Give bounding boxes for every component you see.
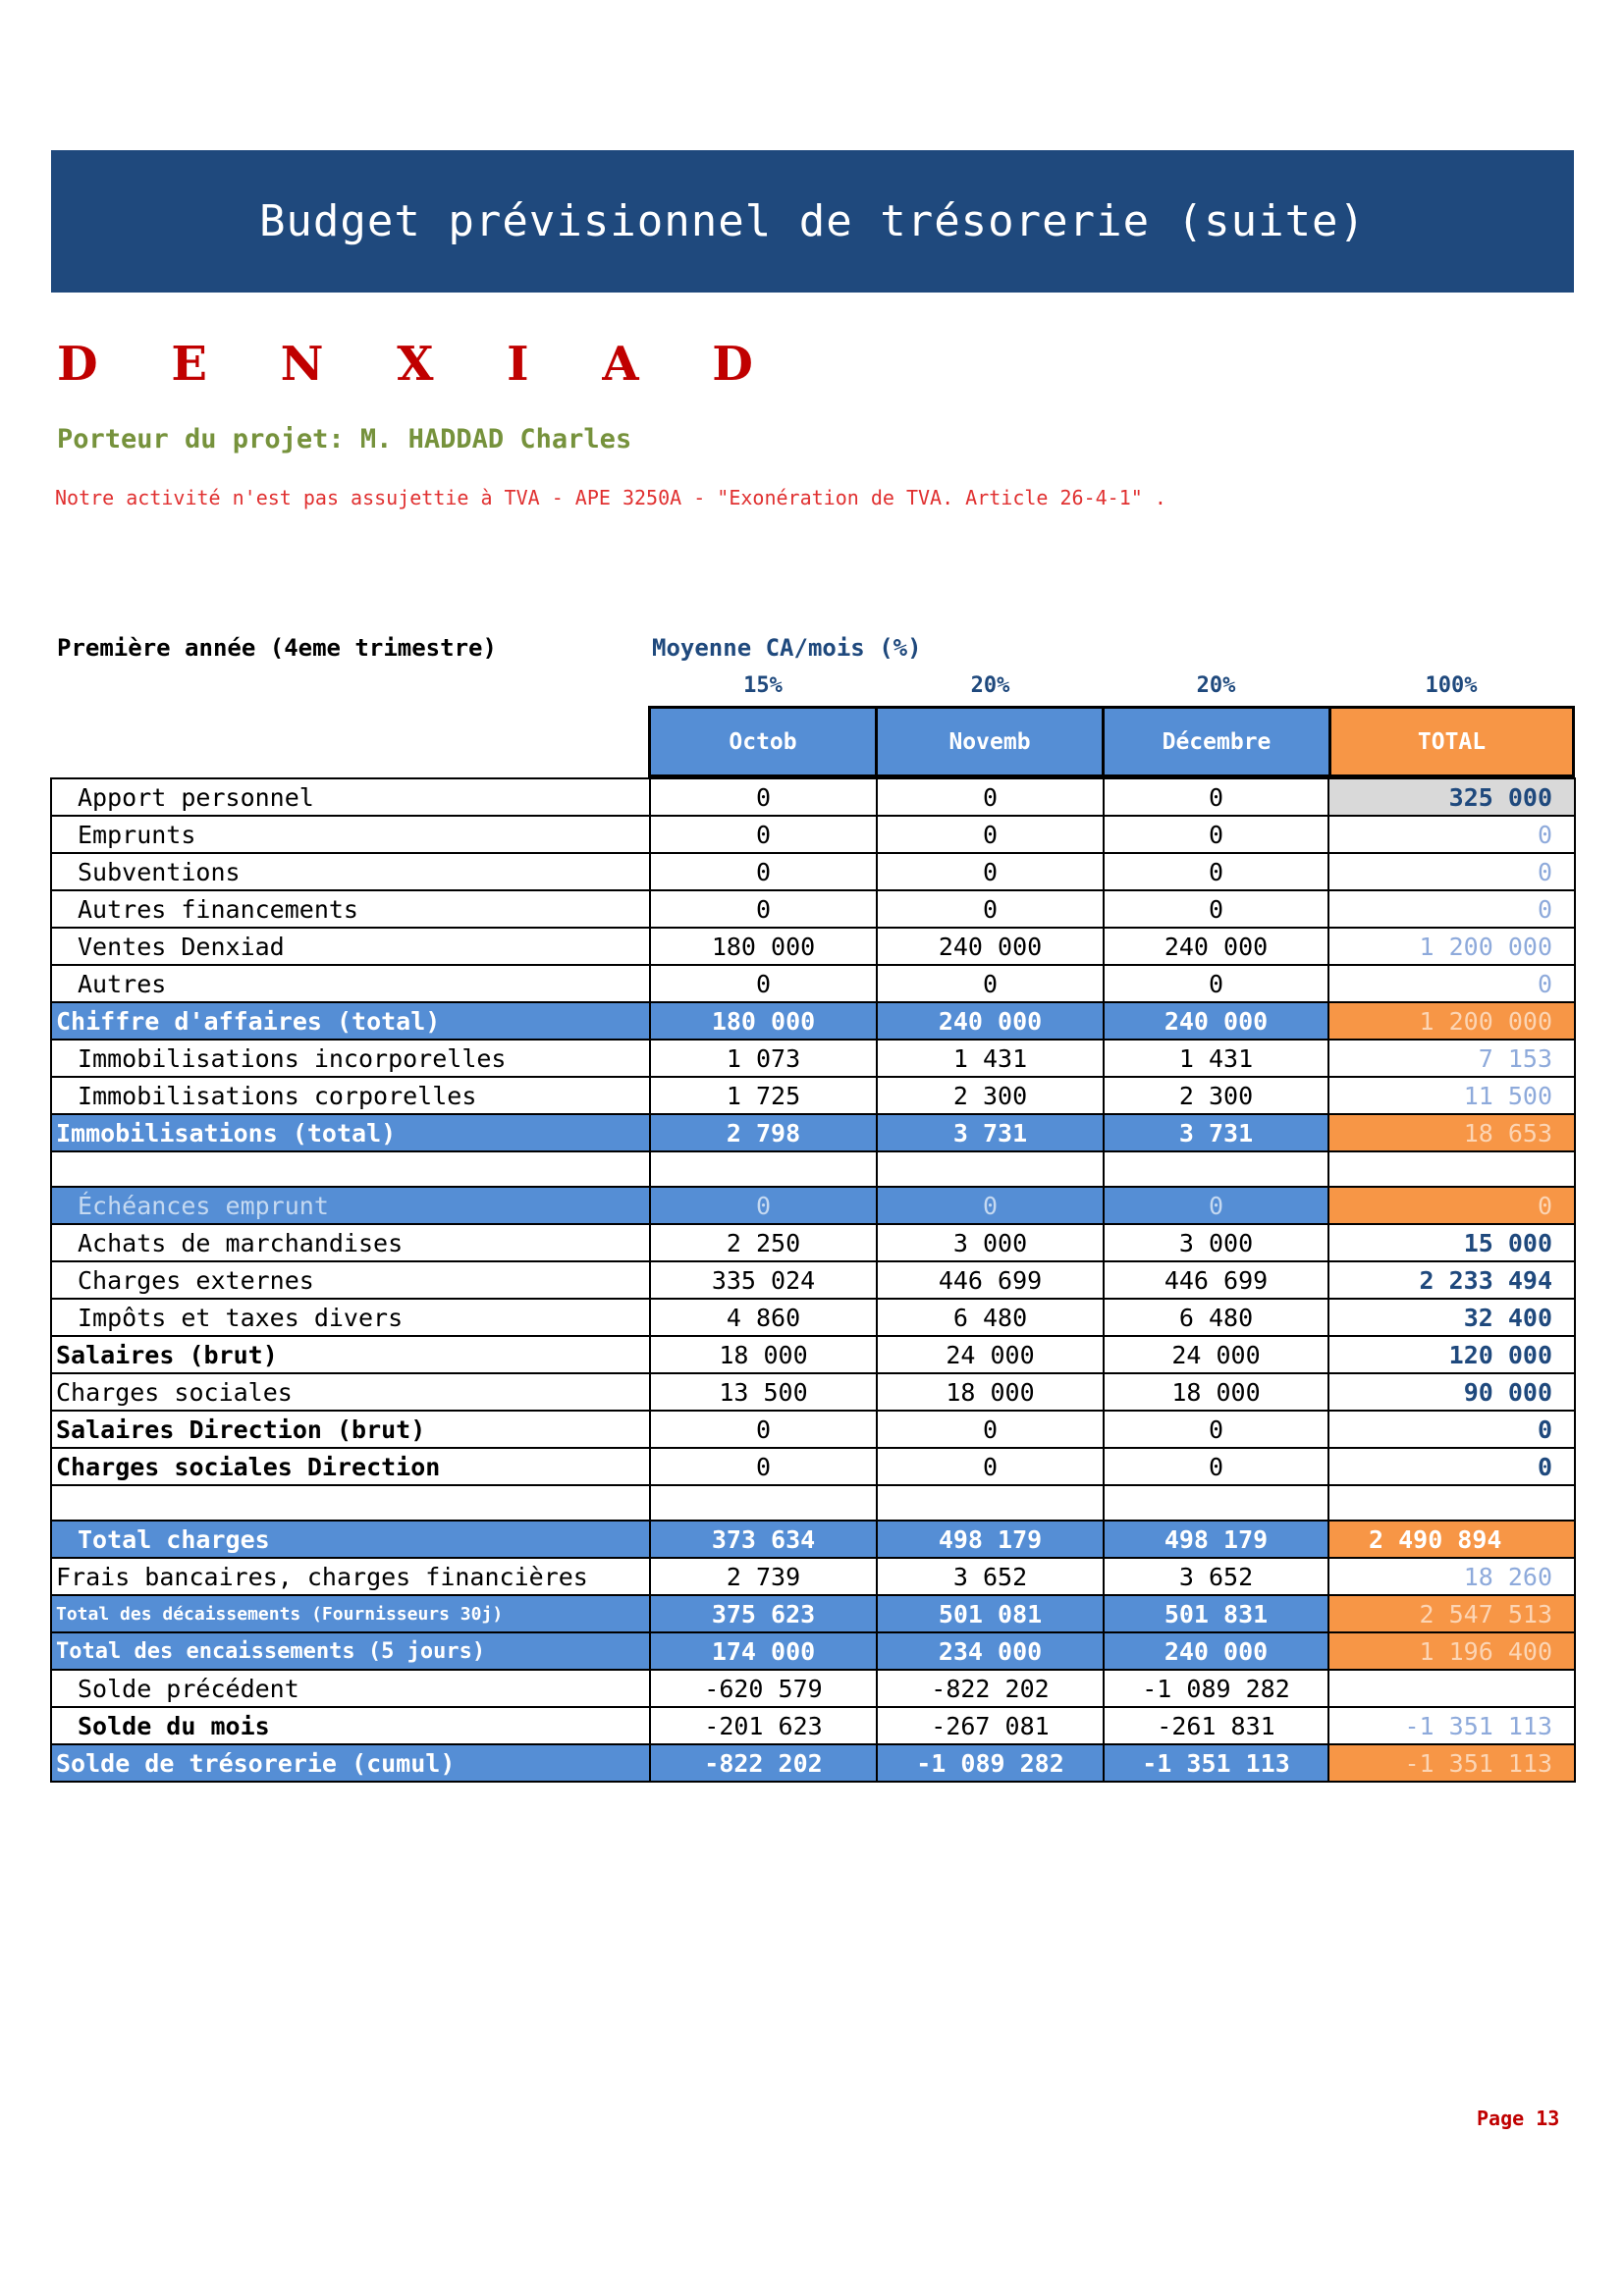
cell-octob: -620 579 [650, 1670, 877, 1707]
table-row [51, 1744, 1575, 1782]
cell-novemb: 0 [877, 890, 1104, 928]
cell-total: 18 653 [1328, 1114, 1575, 1151]
row-label: Échéances emprunt [51, 1187, 650, 1224]
cell-decembre: 0 [1104, 890, 1328, 928]
table-row [51, 1670, 1575, 1707]
row-label: Solde du mois [51, 1707, 650, 1744]
cell-novemb: 240 000 [877, 1002, 1104, 1040]
cell-decembre: 501 831 [1104, 1595, 1328, 1632]
column-header-novemb [875, 706, 1105, 777]
row-label: Immobilisations corporelles [51, 1077, 650, 1114]
cell-novemb: 0 [877, 1187, 1104, 1224]
cell-decembre: 0 [1104, 965, 1328, 1002]
table-row [51, 1632, 1575, 1670]
cell-octob: 0 [650, 853, 877, 890]
cell-total: 1 200 000 [1328, 928, 1575, 965]
cell-total: 120 000 [1328, 1336, 1575, 1373]
page-number: Page 13 [1477, 2107, 1560, 2130]
column-header-label: Octob [729, 728, 797, 755]
empty-cell [650, 1485, 877, 1521]
cell-octob: 375 623 [650, 1595, 877, 1632]
cell-decembre: 6 480 [1104, 1299, 1328, 1336]
cell-total: -1 351 113 [1328, 1707, 1575, 1744]
cell-octob: 0 [650, 1187, 877, 1224]
company-name: D E N X I A D [57, 337, 782, 392]
cell-octob: 1 073 [650, 1040, 877, 1077]
cell-total: 18 260 [1328, 1558, 1575, 1595]
cell-novemb: 2 300 [877, 1077, 1104, 1114]
cell-decembre: 24 000 [1104, 1336, 1328, 1373]
empty-cell [1104, 1151, 1328, 1187]
cell-decembre: 0 [1104, 1187, 1328, 1224]
cell-novemb: 501 081 [877, 1595, 1104, 1632]
cell-octob: 0 [650, 890, 877, 928]
cell-decembre: 240 000 [1104, 928, 1328, 965]
cell-novemb: 18 000 [877, 1373, 1104, 1411]
table-row [51, 1224, 1575, 1261]
cell-total [1328, 1670, 1575, 1707]
cell-novemb: 0 [877, 965, 1104, 1002]
cell-total: 2 233 494 [1328, 1261, 1575, 1299]
cell-novemb: 234 000 [877, 1632, 1104, 1670]
cell-decembre: 0 [1104, 853, 1328, 890]
row-label: Solde de trésorerie (cumul) [51, 1744, 650, 1782]
cell-octob: 13 500 [650, 1373, 877, 1411]
row-label: Subventions [51, 853, 650, 890]
row-label: Solde précédent [51, 1670, 650, 1707]
empty-cell [1328, 1485, 1575, 1521]
cell-octob: 0 [650, 816, 877, 853]
table-row [51, 965, 1575, 1002]
empty-cell [1104, 1485, 1328, 1521]
column-header-octob [648, 706, 878, 777]
row-label: Salaires Direction (brut) [51, 1411, 650, 1448]
row-label: Total des encaissements (5 jours) [51, 1632, 650, 1670]
empty-cell [51, 1151, 650, 1187]
cell-decembre: 240 000 [1104, 1002, 1328, 1040]
average-label: Moyenne CA/mois (%) [652, 634, 922, 662]
cell-octob: -201 623 [650, 1707, 877, 1744]
cell-decembre: -1 351 113 [1104, 1744, 1328, 1782]
table-row [51, 1299, 1575, 1336]
column-header-label: Novemb [948, 728, 1031, 755]
row-label: Salaires (brut) [51, 1336, 650, 1373]
table-row [51, 1040, 1575, 1077]
cell-novemb: 3 652 [877, 1558, 1104, 1595]
cell-total: 0 [1328, 816, 1575, 853]
cell-novemb: 3 000 [877, 1224, 1104, 1261]
row-label: Charges sociales [51, 1373, 650, 1411]
cell-decembre: 3 731 [1104, 1114, 1328, 1151]
row-label: Emprunts [51, 816, 650, 853]
project-owner: Porteur du projet: M. HADDAD Charles [57, 424, 632, 454]
cell-octob: 174 000 [650, 1632, 877, 1670]
cell-total: 0 [1328, 1411, 1575, 1448]
cell-decembre: 0 [1104, 1448, 1328, 1485]
cell-novemb: 0 [877, 778, 1104, 816]
cell-novemb: -1 089 282 [877, 1744, 1104, 1782]
table-row [51, 1261, 1575, 1299]
cell-octob: 1 725 [650, 1077, 877, 1114]
row-label: Charges externes [51, 1261, 650, 1299]
cell-octob: 18 000 [650, 1336, 877, 1373]
cell-decembre: 18 000 [1104, 1373, 1328, 1411]
cell-decembre: 0 [1104, 1411, 1328, 1448]
table-row [51, 853, 1575, 890]
cell-novemb: 0 [877, 1448, 1104, 1485]
cell-octob: 0 [650, 965, 877, 1002]
cell-total: 1 196 400 [1328, 1632, 1575, 1670]
empty-cell [1328, 1151, 1575, 1187]
cell-novemb: 6 480 [877, 1299, 1104, 1336]
table-row [51, 928, 1575, 965]
percent-decembre: 20% [1196, 673, 1236, 698]
table-row [51, 1077, 1575, 1114]
tva-note: Notre activité n'est pas assujettie à TVA - APE 3250A - "Exonération de TVA. Article 26-4-1" . [55, 486, 1166, 509]
table-row [51, 778, 1575, 816]
cell-octob: 180 000 [650, 1002, 877, 1040]
row-label: Immobilisations incorporelles [51, 1040, 650, 1077]
row-label: Ventes Denxiad [51, 928, 650, 965]
column-header-decembre [1102, 706, 1331, 777]
budget-table [50, 777, 1576, 1783]
cell-octob: 4 860 [650, 1299, 877, 1336]
cell-novemb: 0 [877, 816, 1104, 853]
cell-decembre: -1 089 282 [1104, 1670, 1328, 1707]
cell-octob: 2 250 [650, 1224, 877, 1261]
cell-total: 325 000 [1328, 778, 1575, 816]
column-header-label: Décembre [1162, 728, 1272, 755]
cell-novemb: 0 [877, 1411, 1104, 1448]
column-header-total [1328, 706, 1575, 777]
cell-total: -1 351 113 [1328, 1744, 1575, 1782]
table-row [51, 1448, 1575, 1485]
cell-octob: 0 [650, 1448, 877, 1485]
cell-total: 1 200 000 [1328, 1002, 1575, 1040]
table-row [51, 816, 1575, 853]
cell-novemb: -267 081 [877, 1707, 1104, 1744]
cell-total: 0 [1328, 1187, 1575, 1224]
cell-novemb: 446 699 [877, 1261, 1104, 1299]
cell-total: 7 153 [1328, 1040, 1575, 1077]
cell-total: 2 547 513 [1328, 1595, 1575, 1632]
cell-novemb: 24 000 [877, 1336, 1104, 1373]
column-header-label: TOTAL [1417, 728, 1487, 755]
cell-novemb: 0 [877, 853, 1104, 890]
spacer-row [51, 1151, 1575, 1187]
row-label: Chiffre d'affaires (total) [51, 1002, 650, 1040]
empty-cell [51, 1485, 650, 1521]
cell-total: 90 000 [1328, 1373, 1575, 1411]
cell-total: 2 490 894 [1328, 1521, 1575, 1558]
cell-octob: 180 000 [650, 928, 877, 965]
table-row [51, 1336, 1575, 1373]
cell-novemb: 3 731 [877, 1114, 1104, 1151]
cell-octob: 335 024 [650, 1261, 877, 1299]
year-label: Première année (4eme trimestre) [57, 634, 497, 662]
percent-total: 100% [1425, 673, 1478, 698]
row-label: Frais bancaires, charges financières [51, 1558, 650, 1595]
cell-total: 32 400 [1328, 1299, 1575, 1336]
cell-novemb: 240 000 [877, 928, 1104, 965]
empty-cell [877, 1151, 1104, 1187]
row-label: Charges sociales Direction [51, 1448, 650, 1485]
row-label: Impôts et taxes divers [51, 1299, 650, 1336]
table-row [51, 1707, 1575, 1744]
cell-decembre: 240 000 [1104, 1632, 1328, 1670]
percent-octob: 15% [743, 673, 783, 698]
cell-decembre: 498 179 [1104, 1521, 1328, 1558]
row-label: Autres [51, 965, 650, 1002]
table-row [51, 1411, 1575, 1448]
cell-decembre: 3 000 [1104, 1224, 1328, 1261]
cell-novemb: 1 431 [877, 1040, 1104, 1077]
table-row [51, 1002, 1575, 1040]
table-row [51, 1521, 1575, 1558]
cell-octob: 2 739 [650, 1558, 877, 1595]
row-label: Immobilisations (total) [51, 1114, 650, 1151]
row-label: Achats de marchandises [51, 1224, 650, 1261]
cell-decembre: 0 [1104, 816, 1328, 853]
cell-total: 0 [1328, 965, 1575, 1002]
cell-novemb: -822 202 [877, 1670, 1104, 1707]
row-label: Total des décaissements (Fournisseurs 30j) [51, 1595, 650, 1632]
cell-total: 15 000 [1328, 1224, 1575, 1261]
cell-total: 0 [1328, 853, 1575, 890]
cell-octob: 373 634 [650, 1521, 877, 1558]
cell-total: 0 [1328, 1448, 1575, 1485]
cell-octob: 0 [650, 1411, 877, 1448]
cell-total: 0 [1328, 890, 1575, 928]
cell-decembre: 3 652 [1104, 1558, 1328, 1595]
empty-cell [877, 1485, 1104, 1521]
empty-cell [650, 1151, 877, 1187]
row-label: Autres financements [51, 890, 650, 928]
table-row [51, 1373, 1575, 1411]
row-label: Apport personnel [51, 778, 650, 816]
page-title: Budget prévisionnel de trésorerie (suite) [258, 196, 1367, 246]
cell-novemb: 498 179 [877, 1521, 1104, 1558]
spacer-row [51, 1485, 1575, 1521]
table-row [51, 1114, 1575, 1151]
table-row [51, 1558, 1575, 1595]
page-banner [51, 150, 1574, 293]
cell-octob: -822 202 [650, 1744, 877, 1782]
table-row [51, 1187, 1575, 1224]
cell-decembre: 2 300 [1104, 1077, 1328, 1114]
table-row [51, 1595, 1575, 1632]
cell-decembre: -261 831 [1104, 1707, 1328, 1744]
cell-decembre: 1 431 [1104, 1040, 1328, 1077]
cell-decembre: 0 [1104, 778, 1328, 816]
percent-novemb: 20% [970, 673, 1010, 698]
cell-decembre: 446 699 [1104, 1261, 1328, 1299]
row-label: Total charges [51, 1521, 650, 1558]
cell-octob: 0 [650, 778, 877, 816]
cell-octob: 2 798 [650, 1114, 877, 1151]
table-row [51, 890, 1575, 928]
cell-total: 11 500 [1328, 1077, 1575, 1114]
